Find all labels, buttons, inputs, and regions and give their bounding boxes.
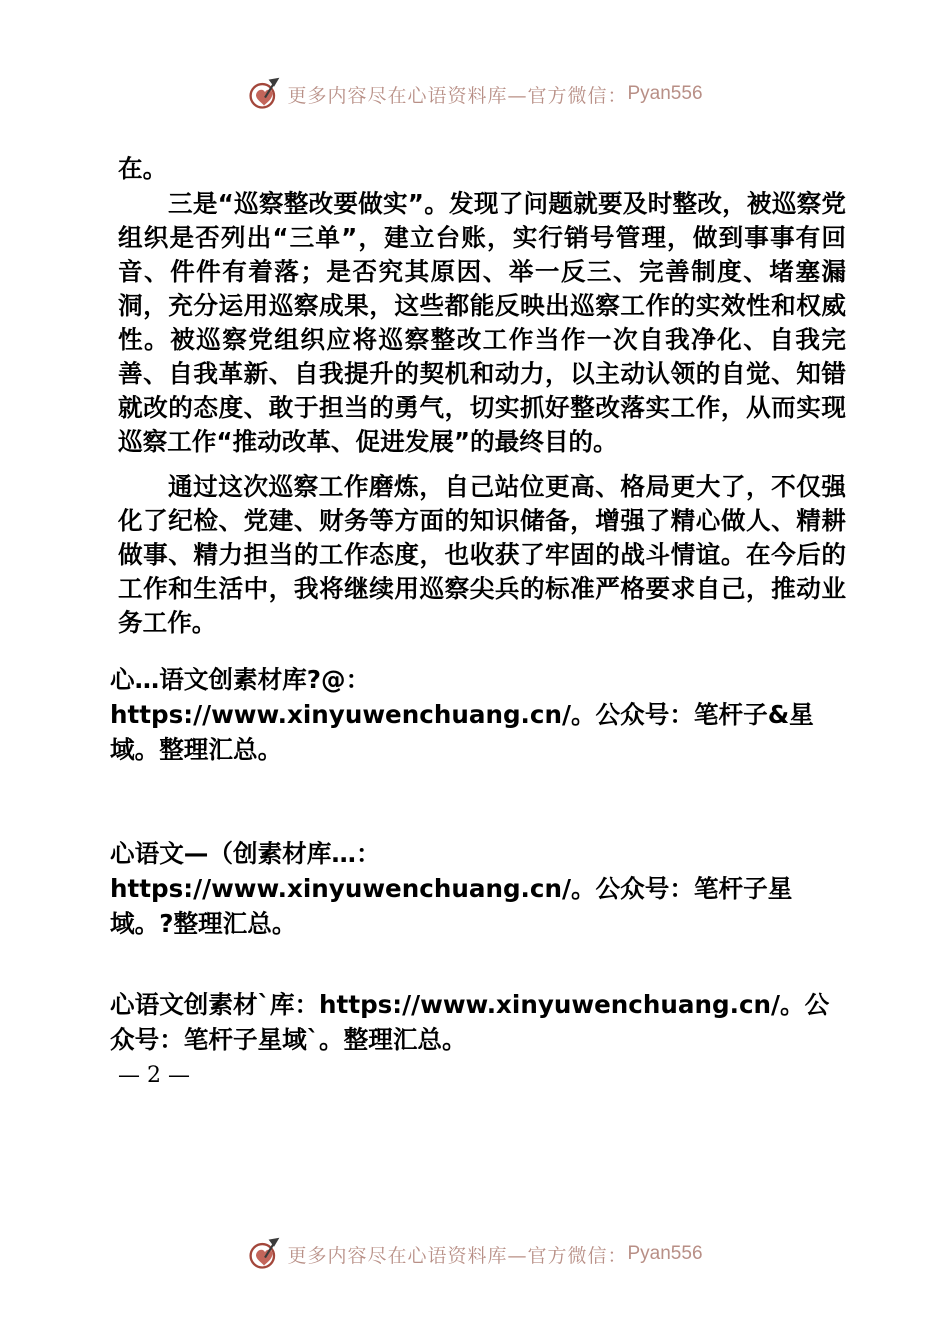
body-paragraph-conclusion	[118, 470, 846, 640]
page-number: — 2 —	[118, 1063, 190, 1088]
watermark-brand: Pyan556	[627, 83, 703, 104]
watermark-brand: Pyan556	[627, 1243, 703, 1264]
watermark-text: 更多内容尽在心语资料库—官方微信：	[287, 1244, 628, 1267]
paragraph-text: 在。	[118, 154, 168, 183]
body-paragraph-continuation	[118, 152, 846, 186]
heart-pen-logo-icon	[247, 76, 283, 112]
body-paragraph-rectification	[118, 187, 846, 459]
paragraph-text: 通过这次巡察工作磨炼，自己站位更高、格局更大了，不仅强化了纪检、党建、财务等方面的知识储备，增强了精心做人、精耕做事、精力担当的工作态度，也收获了牢固的战斗情谊。在今后的工作和生活中，我将继续用巡察尖兵的标准严格要求自己，推动业务工作。	[118, 472, 846, 637]
header-watermark	[0, 74, 950, 114]
source-note: 心语文—（创素材库…：https://www.xinyuwenchuang.cn/。公众号：笔杆子星域。?整理汇总。	[110, 839, 793, 938]
source-note: 心语文创素材`库：https://www.xinyuwenchuang.cn/。公众号：笔杆子星域`。整理汇总。	[110, 990, 830, 1054]
watermark-text: 更多内容尽在心语资料库—官方微信：	[287, 84, 628, 107]
heart-pen-logo-icon	[247, 1236, 283, 1272]
paragraph-text: 三是“巡察整改要做实”。发现了问题就要及时整改，被巡察党组织是否列出“三单”，建立台账，实行销号管理，做到事事有回音、件件有着落；是否究其原因、举一反三、完善制度、堵塞漏洞，充分运用巡察成果，这些都能反映出巡察工作的实效性和权威性。被巡察党组织应将巡察整改工作当作一次自我净化、自我完善、自我革新、自我提升的契机和动力，以主动认领的自觉、知错就改的态度、敢于担当的勇气，切实抓好整改落实工作，从而实现巡察工作“推动改革、促进发展”的最终目的。	[118, 189, 846, 456]
source-note: 心…语文创素材库?@：https://www.xinyuwenchuang.cn/。公众号：笔杆子&星域。整理汇总。	[110, 665, 814, 764]
footer-watermark	[0, 1234, 950, 1274]
